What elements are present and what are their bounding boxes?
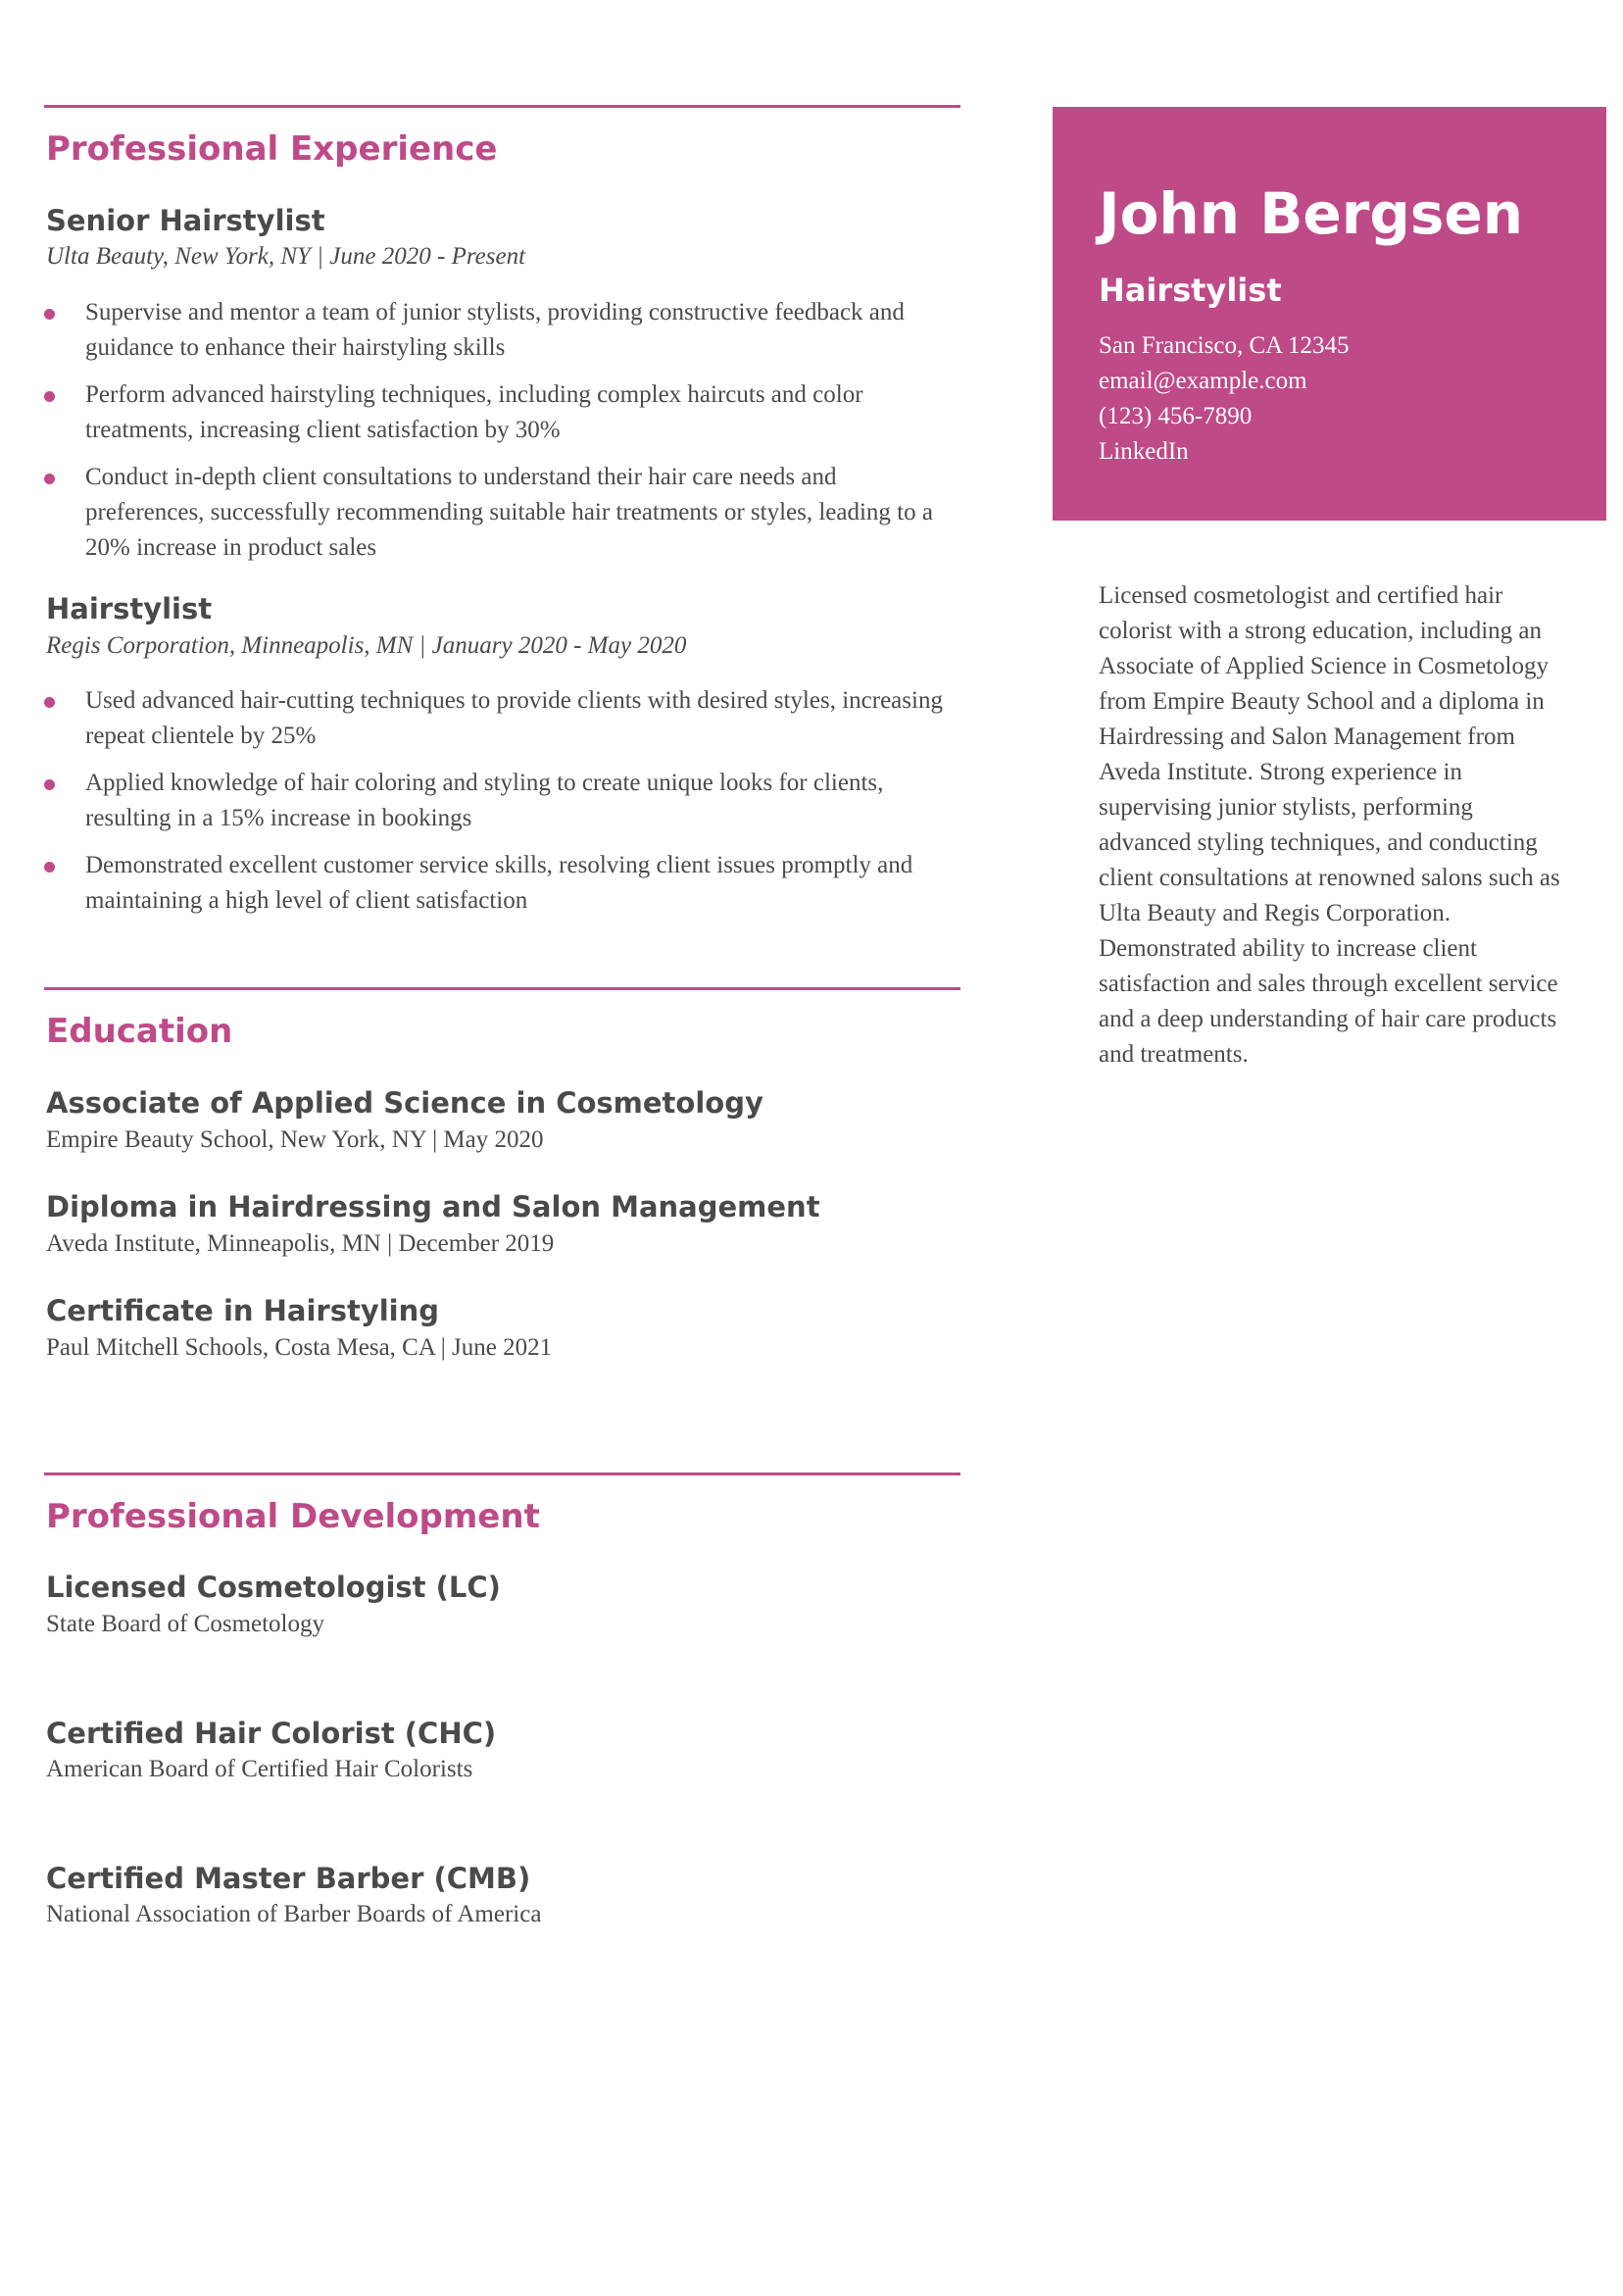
education-section [44,987,960,1364]
contact-linkedin[interactable]: LinkedIn [1099,438,1189,466]
candidate-name: John Bergsen [1099,180,1524,247]
bullet-dot-icon [44,697,55,708]
job-2 [44,591,960,919]
bullet-dot-icon [44,309,55,320]
contact-phone[interactable]: (123) 456-7890 [1099,403,1253,430]
bullet-item: Demonstrated excellent customer service skills, resolving client issues promptly and maintaining a high level of client satisfaction [44,848,960,919]
contact-email[interactable]: email@example.com [1099,368,1307,395]
certification-issuer: American Board of Certified Hair Colorists [46,1756,473,1783]
certification-entry [44,1861,960,1931]
bullet-item: Applied knowledge of hair coloring and styling to create unique looks for clients, resulting in a 15% increase in bookings [44,766,960,836]
education-heading: Education [46,1012,233,1052]
name-header-box [1053,107,1606,521]
education-entry [44,1085,960,1156]
certification-title: Certified Hair Colorist (CHC) [46,1716,497,1750]
job-bullets [44,295,960,566]
bullet-item: Supervise and mentor a team of junior stylists, providing constructive feedback and guidance to enhance their hairstyling skills [44,295,960,366]
degree-title: Certificate in Hairstyling [46,1294,440,1328]
contact-info [1099,328,1587,470]
bullet-item: Used advanced hair-cutting techniques to provide clients with desired styles, increasing repeat clientele by 25% [44,683,960,754]
experience-section [44,105,960,919]
certification-issuer: National Association of Barber Boards of America [46,1901,542,1928]
job-meta: Ulta Beauty, New York, NY | June 2020 - Present [46,243,526,271]
bullet-dot-icon [44,779,55,790]
development-section [44,1472,960,1931]
education-entry [44,1189,960,1260]
certification-title: Licensed Cosmetologist (LC) [46,1571,501,1605]
experience-heading: Professional Experience [46,129,498,169]
job-bullets [44,683,960,919]
degree-title: Associate of Applied Science in Cosmetology [46,1085,763,1120]
job-meta: Regis Corporation, Minneapolis, MN | January 2020 - May 2020 [46,631,687,659]
certification-title: Certified Master Barber (CMB) [46,1861,531,1895]
school-line: Aveda Institute, Minneapolis, MN | December 2019 [46,1229,555,1257]
contact-location: San Francisco, CA 12345 [1099,332,1350,360]
job-1 [44,203,960,566]
certification-issuer: State Board of Cosmetology [46,1611,324,1638]
summary-text: Licensed cosmetologist and certified hair colorist with a strong education, including an Associate of Applied Science in Cosmetology from Empire Beauty School and a diploma in Hairdressing and Salon Management from Aveda Institute. Strong experience in supervising junior stylists, performing advanced styling techniques, and conducting client consultations at renowned salons such as Ulta Beauty and Regis Corporation. Demonstrated ability to increase client satisfaction and sales through excellent service and a deep understanding of hair care products and treatments. [1099,582,1560,1068]
bullet-dot-icon [44,862,55,873]
school-line: Paul Mitchell Schools, Costa Mesa, CA | June 2021 [46,1334,553,1362]
job-title: Hairstylist [46,591,213,625]
job-title: Senior Hairstylist [46,203,325,237]
left-column [44,105,960,1931]
bullet-dot-icon [44,474,55,484]
certification-entry [44,1570,960,1640]
candidate-role: Hairstylist [1099,271,1282,309]
development-heading: Professional Development [46,1496,540,1536]
certification-entry [44,1716,960,1786]
bullet-item: Conduct in-depth client consultations to understand their hair care needs and preferences, successfully recommending suitable hair treatments or styles, leading to a 20% increase in product sales [44,460,960,566]
bullet-item: Perform advanced hairstyling techniques, including complex haircuts and color treatments, increasing client satisfaction by 30% [44,377,960,448]
education-entry [44,1293,960,1364]
bullet-dot-icon [44,391,55,402]
degree-title: Diploma in Hairdressing and Salon Management [46,1190,820,1224]
school-line: Empire Beauty School, New York, NY | May 2020 [46,1125,544,1153]
